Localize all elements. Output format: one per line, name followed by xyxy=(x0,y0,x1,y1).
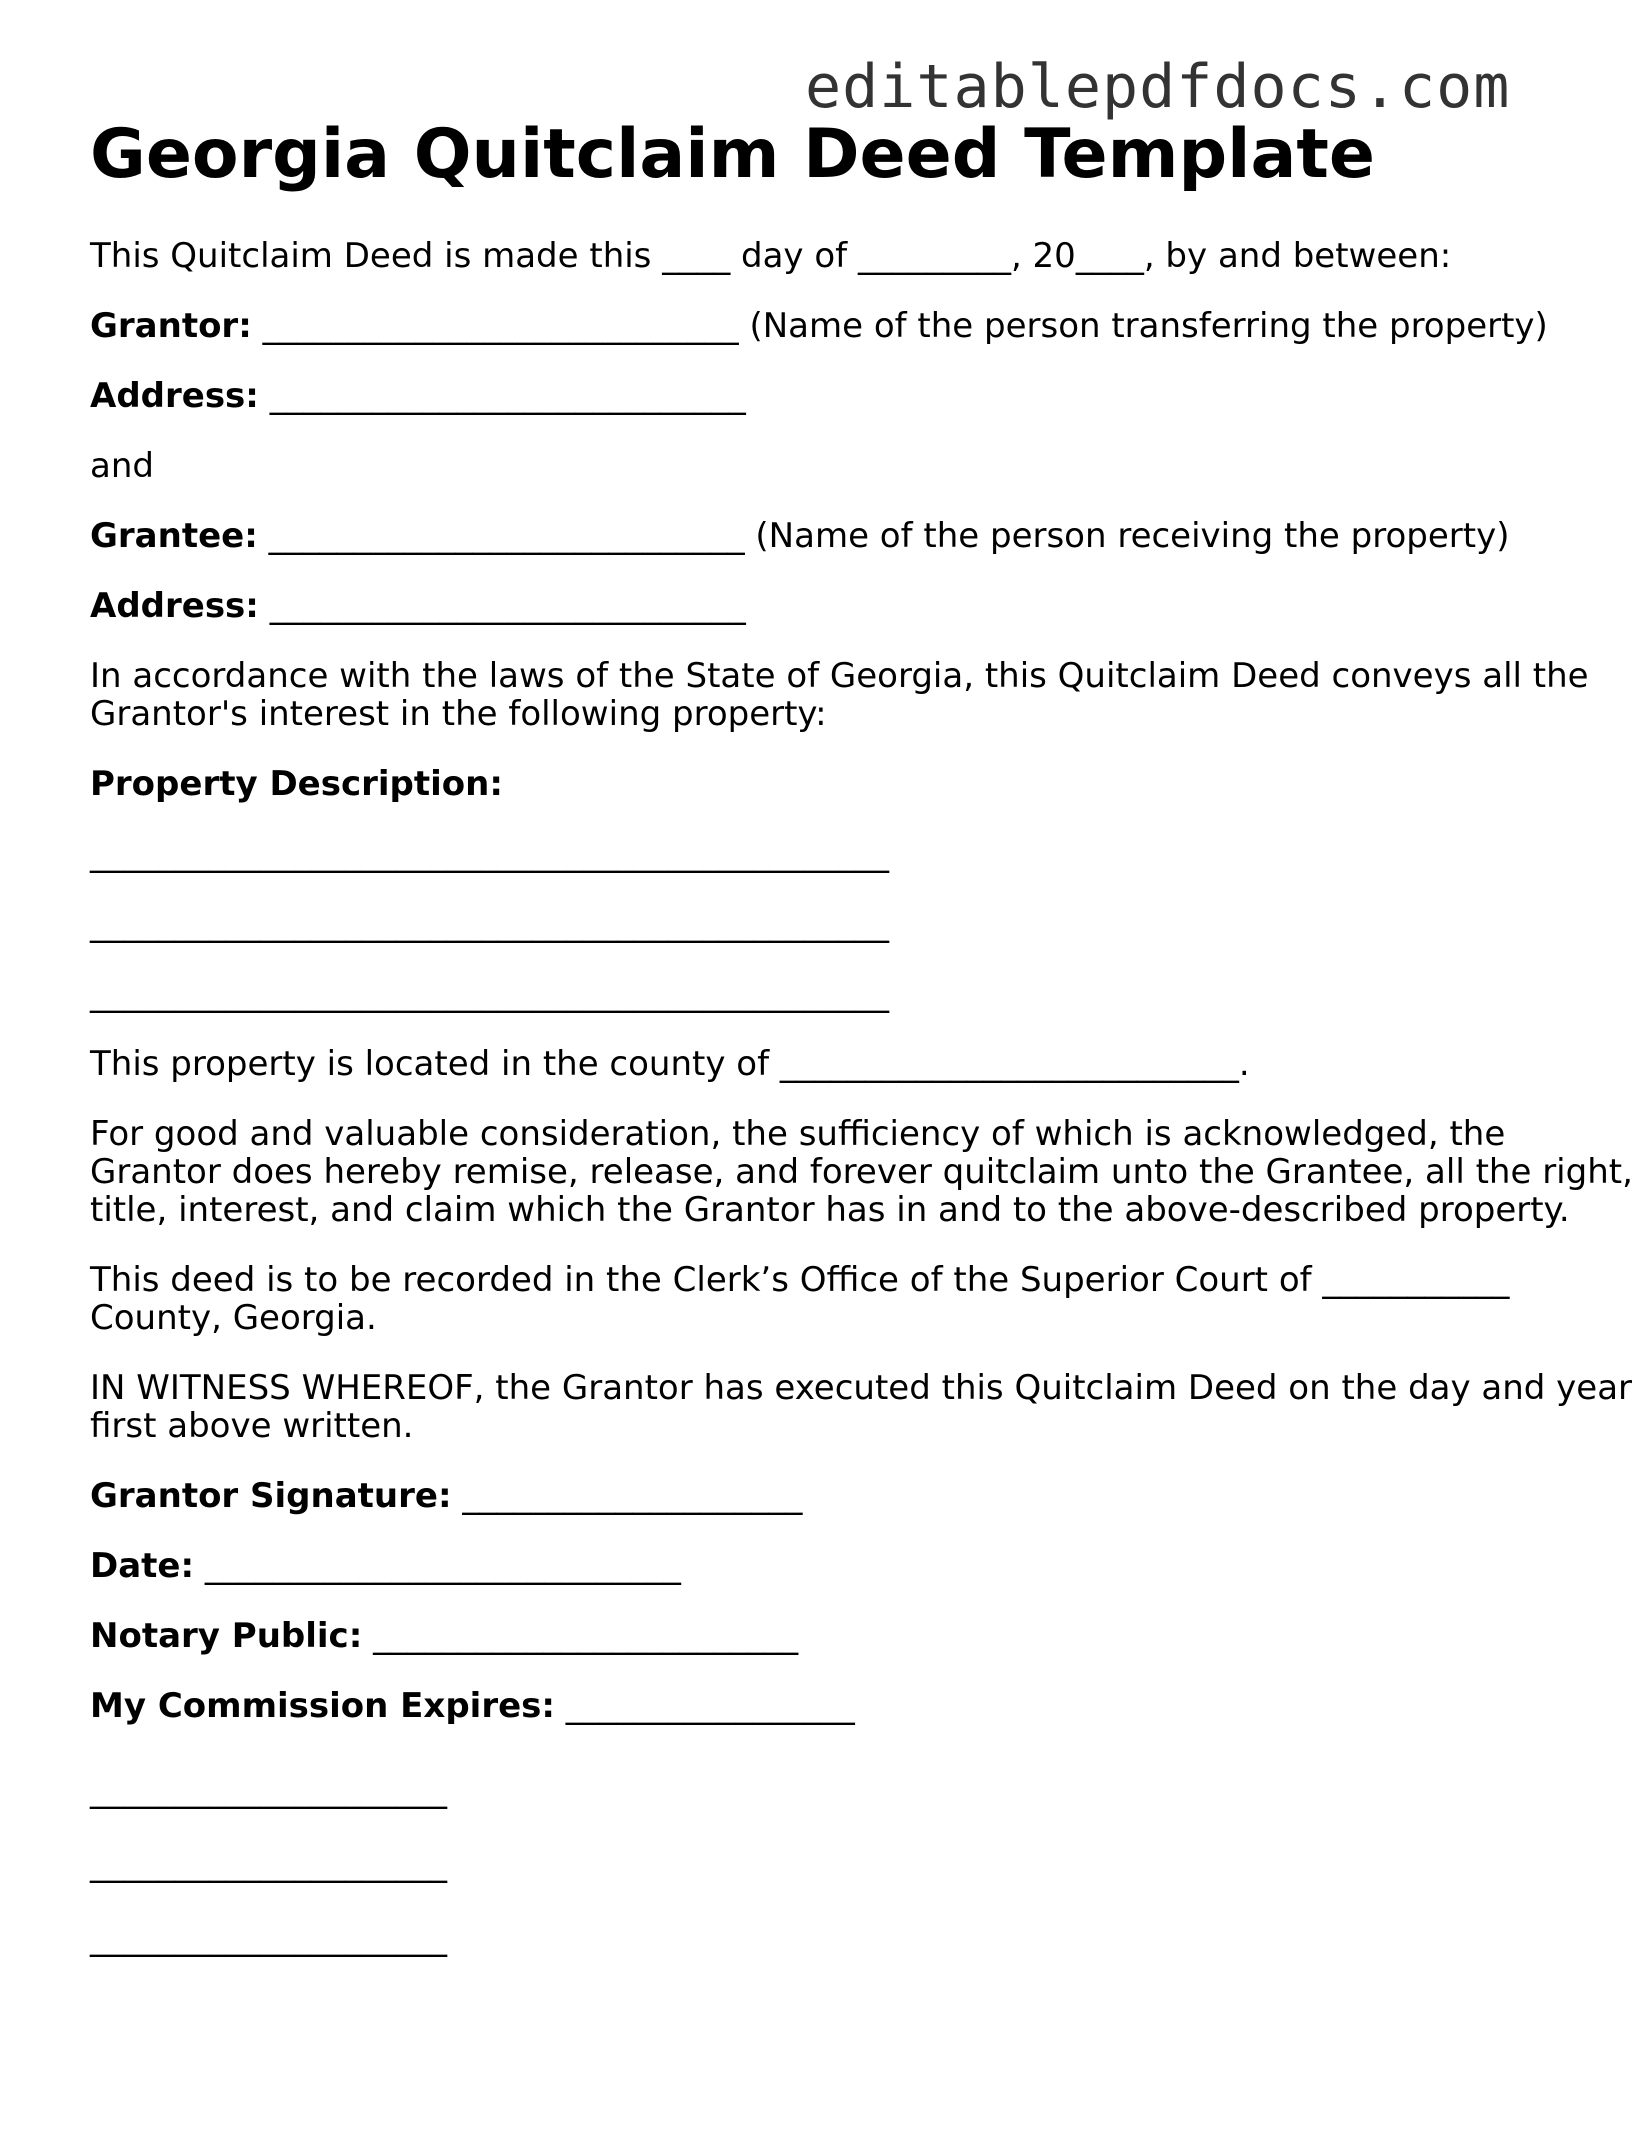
extra-blank-line[interactable]: _____________________ xyxy=(90,1844,447,1884)
grantee-address-field[interactable]: ____________________________ xyxy=(258,586,746,626)
grantor-address-field[interactable]: ____________________________ xyxy=(258,376,746,416)
property-description-field[interactable]: _______________________________________________ xyxy=(90,974,889,1014)
commission-field[interactable]: _________________ xyxy=(555,1686,855,1726)
property-description-field[interactable]: _______________________________________________ xyxy=(90,904,889,944)
and-text: and xyxy=(90,446,154,486)
notary-line xyxy=(90,1617,798,1655)
grantee-note: (Name of the person receiving the property) xyxy=(755,516,1510,556)
property-description-field[interactable]: _______________________________________________ xyxy=(90,834,889,874)
grantee-field[interactable]: ____________________________ xyxy=(257,516,756,556)
witness-paragraph xyxy=(90,1368,1633,1446)
witness-line: first above written. xyxy=(90,1406,414,1446)
recording-line: County, Georgia. xyxy=(90,1298,377,1338)
grantor-address-line xyxy=(90,377,746,415)
grantee-line xyxy=(90,517,1509,555)
extra-blank-line[interactable]: _____________________ xyxy=(90,1918,447,1958)
grantor-line xyxy=(90,307,1548,345)
watermark: editablepdfdocs.com xyxy=(805,52,1511,122)
date-field[interactable]: ____________________________ xyxy=(194,1546,681,1586)
property-description-label: Property Description: xyxy=(90,764,503,804)
date-label: Date: xyxy=(90,1546,195,1586)
grantor-address-label: Address: xyxy=(90,376,259,416)
intro-line: This Quitclaim Deed is made this ____ day of _________, 20____, by and between: xyxy=(90,236,1452,276)
consideration-line: title, interest, and claim which the Grantor has in and to the above-described property. xyxy=(90,1190,1570,1230)
grantor-signature-field[interactable]: ____________________ xyxy=(451,1476,803,1516)
county-line: This property is located in the county of ___________________________. xyxy=(90,1044,1250,1084)
commission-label: My Commission Expires: xyxy=(90,1686,555,1726)
grantee-address-line xyxy=(90,587,746,625)
grantor-label: Grantor: xyxy=(90,306,252,346)
date-line xyxy=(90,1547,681,1585)
grantor-signature-line xyxy=(90,1477,802,1515)
consideration-line: Grantor does hereby remise, release, and forever quitclaim unto the Grantee, all the right, xyxy=(90,1152,1633,1192)
extra-blank-line[interactable]: _____________________ xyxy=(90,1770,447,1810)
conveyance-paragraph xyxy=(90,657,1590,733)
recording-line: This deed is to be recorded in the Clerk’s Office of the Superior Court of ___________ xyxy=(90,1260,1510,1300)
conveyance-line: In accordance with the laws of the State of Georgia, this Quitclaim Deed conveys all the xyxy=(90,656,1589,696)
notary-label: Notary Public: xyxy=(90,1616,363,1656)
consideration-paragraph xyxy=(90,1114,1633,1230)
recording-paragraph xyxy=(90,1261,1590,1337)
grantor-field[interactable]: ____________________________ xyxy=(251,306,750,346)
notary-field[interactable]: _________________________ xyxy=(362,1616,799,1656)
page-title: Georgia Quitclaim Deed Template xyxy=(90,115,1375,194)
grantee-address-label: Address: xyxy=(90,586,259,626)
consideration-line: For good and valuable consideration, the sufficiency of which is acknowledged, the xyxy=(90,1114,1506,1154)
witness-line: IN WITNESS WHEREOF, the Grantor has executed this Quitclaim Deed on the day and year xyxy=(90,1368,1633,1408)
commission-line xyxy=(90,1687,855,1725)
grantor-note: (Name of the person transferring the property) xyxy=(749,306,1548,346)
grantor-signature-label: Grantor Signature: xyxy=(90,1476,452,1516)
grantee-label: Grantee: xyxy=(90,516,258,556)
conveyance-line: Grantor's interest in the following property: xyxy=(90,694,827,734)
